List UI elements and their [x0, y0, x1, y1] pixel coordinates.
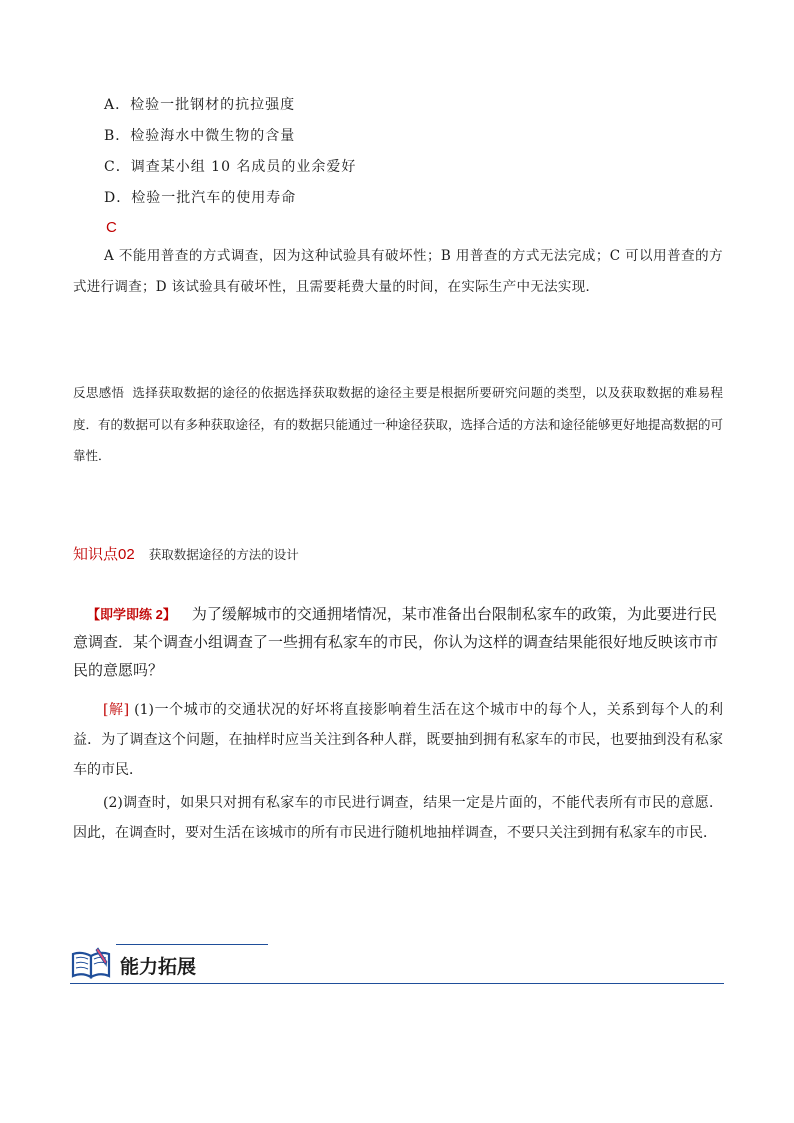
option-d: D．检验一批汽车的使用寿命 — [104, 190, 297, 206]
header-rule — [70, 983, 724, 985]
knowledge-point-heading — [73, 545, 299, 565]
solution-tag: [解] — [103, 702, 130, 718]
header-top-line — [116, 944, 268, 945]
option-c: C．调查某小组 10 名成员的业余爱好 — [104, 159, 357, 175]
section-header-title: 能力拓展 — [120, 957, 197, 978]
knowledge-point-title: 获取数据途径的方法的设计 — [148, 548, 299, 562]
section-header — [70, 942, 724, 986]
solution-part-2: (2)调查时，如果只对拥有私家车的市民进行调查，结果一定是片面的，不能代表所有市民的意愿．因此，在调查时，要对生活在该城市的所有市民进行随机地抽样调查，不要只关注到拥有私家车的市民． — [73, 795, 723, 841]
solution-part-1-text: (1)一个城市的交通状况的好坏将直接影响着生活在这个城市中的每个人，关系到每个人的利益．为了调查这个问题，在抽样时应当关注到各种人群，既要抽到拥有私家车的市民，也要抽到没有私家车的市民． — [73, 702, 723, 778]
option-b: B．检验海水中微生物的含量 — [104, 128, 296, 144]
open-book-icon — [70, 944, 114, 988]
knowledge-point-label: 知识点02 — [73, 546, 135, 563]
answer-explanation: A 不能用普查的方式调查，因为这种试验具有破坏性；B 用普查的方式无法完成；C 可以用普查的方式进行调查；D 该试验具有破坏性，且需要耗费大量的时间，在实际生产中无法实现． — [73, 248, 723, 295]
reflection-text: 选择获取数据的途径的依据选择获取数据的途径主要是根据所要研究问题的类型，以及获取数据的难易程度．有的数据可以有多种获取途径，有的数据只能通过一种途径获取，选择合适的方法和途径能够更好地提高数据的可靠性． — [73, 385, 724, 463]
option-a: A．检验一批钢材的抗拉强度 — [104, 97, 296, 113]
solution-part-1 — [73, 695, 723, 785]
exercise-text: 为了缓解城市的交通拥堵情况，某市准备出台限制私家车的政策，为此要进行民意调查．某个调查小组调查了一些拥有私家车的市民，你认为这样的调查结果能很好地反映该市市民的意愿吗？ — [73, 606, 719, 679]
reflection-block — [73, 377, 723, 471]
exercise-tag: 【即学即练 2】 — [87, 607, 176, 622]
reflection-tag: 反思感悟 — [73, 386, 125, 400]
answer: C — [106, 219, 117, 236]
exercise-question — [73, 601, 723, 685]
